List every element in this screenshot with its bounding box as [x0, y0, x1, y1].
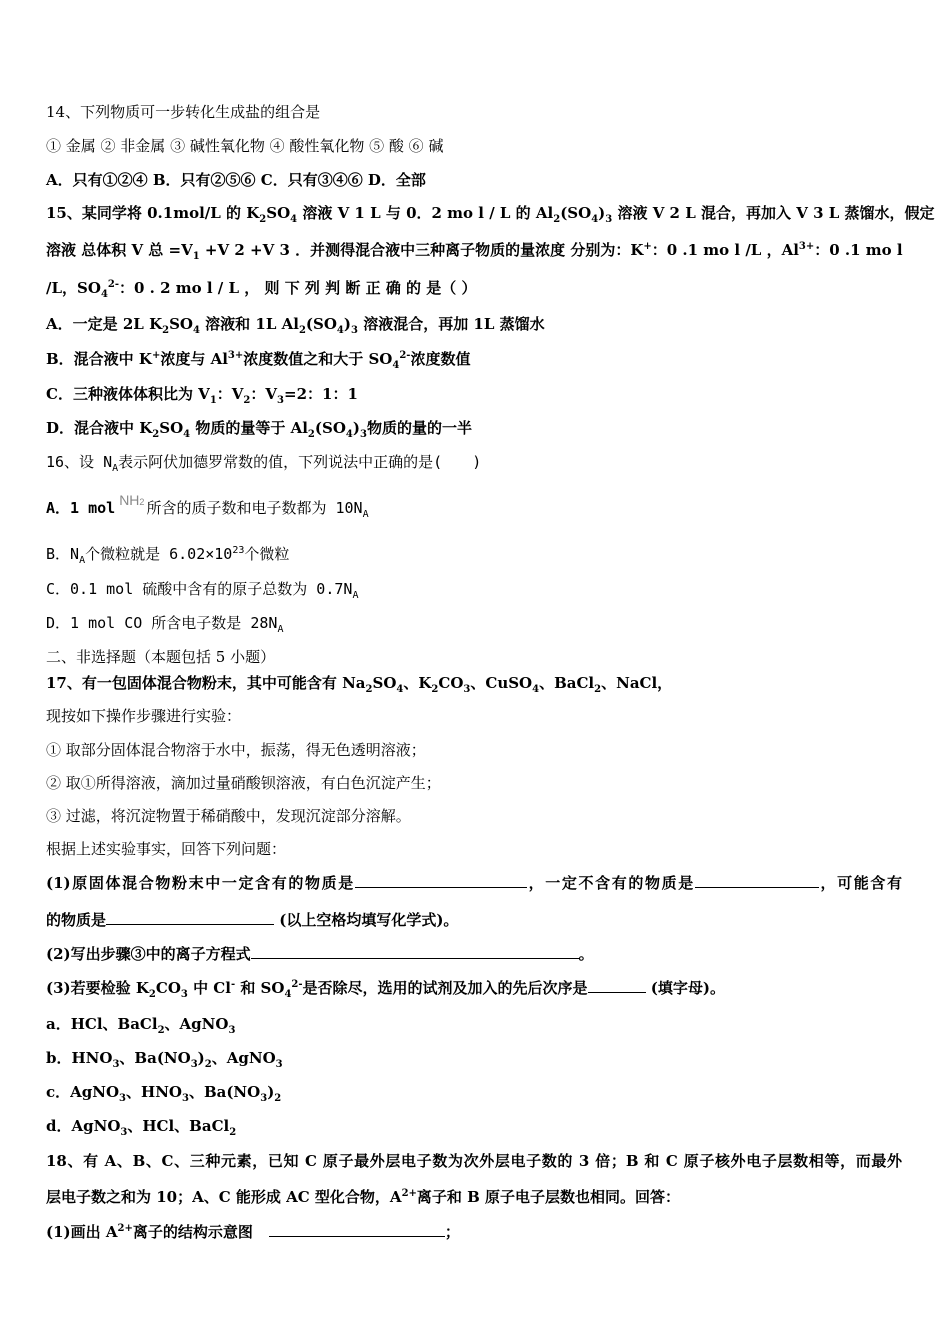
answer-blank[interactable] — [588, 978, 646, 993]
q16-option-d: D．1 mol CO 所含电子数是 $28N_A$ — [46, 614, 284, 635]
q14-stem: 14、下列物质可一步转化生成盐的组合是 — [46, 103, 321, 121]
q17-part-1-line-1: (1)原固体混合物粉末中一定含有的物质是 ，一定不含有的物质是 ，可能含有 — [46, 874, 902, 892]
q17-line-1: 17、有一包固体混合物粉末，其中可能含有 $Na_2SO_4$、$K_2CO_3$、CuSO$_4$、BaCl$_2$、NaCl， — [46, 674, 673, 695]
q17-line-6: 根据上述实验事实，回答下列问题： — [46, 840, 287, 858]
q17-choice-a: a．HCl、BaCl$_2$、AgNO$_3$ — [46, 1015, 236, 1036]
nh2-formula-image: NH2 — [119, 492, 145, 508]
q17-choice-c: c．AgNO$_3$、$HNO_3$、$Ba(NO_3)_2$ — [46, 1083, 282, 1104]
q16-option-a: A．1 mol NH2 所含的质子数和电子数都为 $10N_A$ — [46, 492, 369, 520]
answer-blank[interactable] — [106, 910, 274, 925]
q17-step-2: ② 取①所得溶液，滴加过量硝酸钡溶液，有白色沉淀产生； — [46, 774, 441, 792]
q17-choice-b: b．$HNO_3$、$Ba(NO_3)_2$、AgNO$_3$ — [46, 1049, 283, 1070]
q17-step-3: ③ 过滤，将沉淀物置于稀硝酸中，发现沉淀部分溶解。 — [46, 807, 411, 825]
q17-part-1-line-2: 的物质是 (以上空格均填写化学式)。 — [46, 911, 459, 929]
q17-part-3: (3)若要检验 $K_2CO_3$ 中 Cl- 和 $SO_4^{2-}$是否除尽，选用的试剂及加入的先后次序是 (填字母)。 — [46, 979, 725, 1000]
q18-line-1: 18、有 A、B、C、三种元素，已知 C 原子最外层电子数为次外层电子数的 3 倍；B 和 C 原子核外电子层数相等，而最外 — [46, 1152, 902, 1170]
q16-option-b: B．$N_A$个微粒就是 $6.02\times 10^{23}$个微粒 — [46, 545, 290, 566]
q17-step-1: ① 取部分固体混合物溶于水中，振荡，得无色透明溶液； — [46, 741, 426, 759]
q15-line-1: 15、某同学将 0.1mol/L 的 $K_2SO_4$ 溶液 V 1 L 与 0．2 mo l / L 的 $Al_2(SO_4)_3$ 溶液 V 2 L 混合，再加入 V 3 L 蒸馏水，假定 — [46, 204, 935, 225]
q15-line-2: 溶液 总体积 V 总 $=V_1 +V$ 2 +V 3 ．并测得混合液中三种离子物质的量浓度 分别为：K+：0 .1 mo l /L ，$Al^{3+}$：0 .1 mo l — [46, 241, 903, 262]
q17-part-2: (2)写出步骤③中的离子方程式 。 — [46, 945, 594, 963]
q15-option-c: C．三种液体体积比为 $V_1$：$V_2$：$V_3=2$：1：1 — [46, 385, 358, 406]
q17-choice-d: d．AgNO$_3$、HCl、BaCl$_2$ — [46, 1117, 237, 1138]
section-2-heading: 二、非选择题（本题包括 5 小题） — [46, 648, 276, 666]
q18-part-1: (1)画出 $A^{2+}$离子的结构示意图 ； — [46, 1223, 460, 1241]
q18-line-2: 层电子数之和为 10；A、C 能形成 AC 型化合物，$A^{2+}$离子和 B 原子电子层数也相同。回答： — [46, 1188, 681, 1206]
q17-line-2: 现按如下操作步骤进行实验： — [46, 707, 242, 725]
answer-blank[interactable] — [695, 873, 819, 888]
q16-stem: 16、设 $N_A$表示阿伏加德罗常数的值，下列说法中正确的是( ) — [46, 453, 482, 474]
q14-options: A．只有①②④ B．只有②⑤⑥ C．只有③④⑥ D．全部 — [46, 171, 426, 189]
q15-option-b: B．混合液中 K+浓度与 $Al^{3+}$浓度数值之和大于 $SO_4^{2-}$浓度数值 — [46, 350, 471, 371]
answer-blank[interactable] — [269, 1222, 445, 1237]
q14-items: ① 金属 ② 非金属 ③ 碱性氧化物 ④ 酸性氧化物 ⑤ 酸 ⑥ 碱 — [46, 137, 444, 155]
q15-option-d: D．混合液中 $K_2SO_4$ 物质的量等于 $Al_2(SO_4)_3$物质的量的一半 — [46, 419, 472, 440]
answer-blank[interactable] — [251, 944, 579, 959]
q16-option-c: C．0.1 mol 硫酸中含有的原子总数为 $0.7N_A$ — [46, 580, 359, 601]
q15-option-a: A．一定是 2L $K_2SO_4$ 溶液和 1L $Al_2(SO_4)_3$ 溶液混合，再加 1L 蒸馏水 — [46, 315, 545, 336]
q15-line-3: /L，$SO_4^{2-}$：0 . 2 mo l / L ， 则 下 列 判 断 正 确 的 是（ ） — [46, 279, 477, 300]
answer-blank[interactable] — [355, 873, 527, 888]
